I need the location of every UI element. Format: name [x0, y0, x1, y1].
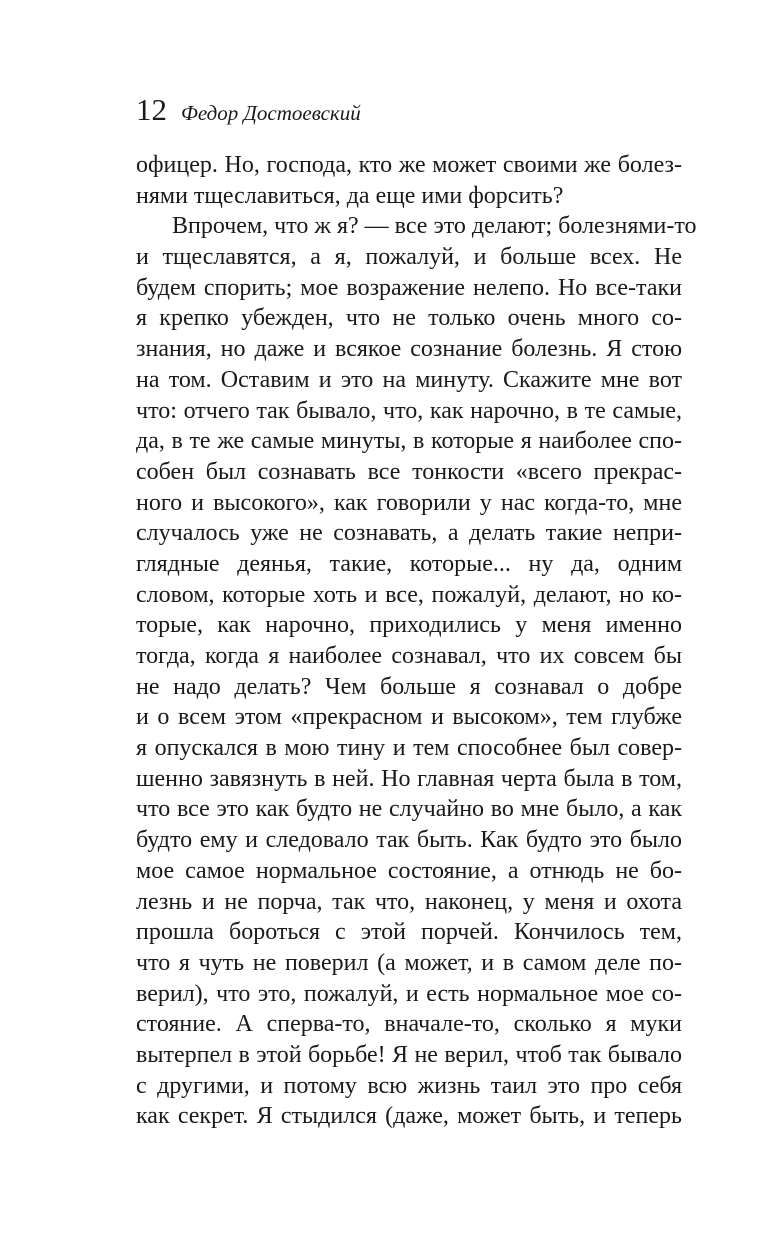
text-line: верил), что это, пожалуй, и есть нормальное мое со- [136, 980, 682, 1007]
text-line: собен был сознавать все тонкости «всего прекрас- [136, 458, 682, 485]
text-line: с другими, и потому всю жизнь таил это про себя [136, 1072, 682, 1099]
text-line: и о всем этом «прекрасном и высоком», тем глубже [136, 704, 682, 731]
text-line: нями тщеславиться, да еще ими форсить? [136, 182, 564, 209]
text-line: что я чуть не поверил (а может, и в самом деле по- [136, 949, 682, 976]
running-head-author: Федор Достоевский [181, 101, 361, 125]
text-line: глядные деянья, такие, которые... ну да, одним [136, 550, 682, 577]
text-line: будто ему и следовало так быть. Как будто это было [136, 827, 682, 854]
text-line: я крепко убежден, что не только очень много со- [136, 305, 682, 332]
text-line: что все это как будто не случайно во мне было, а как [136, 796, 682, 823]
body-text [136, 150, 697, 1132]
text-line: мое самое нормальное состояние, а отнюдь не бо- [136, 857, 682, 884]
text-line: офицер. Но, господа, кто же может своими же болез- [136, 152, 682, 178]
text-line: торые, как нарочно, приходились у меня именно [136, 612, 682, 639]
text-line: прошла бороться с этой порчей. Кончилось тем, [136, 919, 682, 946]
text-line: будем спорить; мое возражение нелепо. Но все-таки [136, 274, 682, 301]
page-header [136, 92, 361, 136]
text-line: я опускался в мою тину и тем способнее был совер- [136, 735, 682, 762]
text-line: на том. Оставим и это на минуту. Скажите мне вот [136, 366, 682, 393]
text-line: ного и высокого», как говорили у нас когда-то, мне [136, 489, 682, 516]
text-line: да, в те же самые минуты, в которые я наиболее спо- [136, 428, 682, 455]
text-line: что: отчего так бывало, что, как нарочно, в те самые, [136, 397, 682, 424]
text-line: вытерпел в этой борьбе! Я не верил, чтоб так бывало [136, 1041, 682, 1068]
text-line: Впрочем, что ж я? — все это делают; болезнями-то [172, 213, 697, 240]
text-line: словом, которые хоть и все, пожалуй, делают, но ко- [136, 581, 682, 608]
text-line: стояние. А сперва-то, вначале-то, сколько я муки [136, 1011, 682, 1038]
text-line: случалось уже не сознавать, а делать такие непри- [136, 520, 682, 547]
page-number: 12 [136, 92, 167, 127]
text-line: знания, но даже и всякое сознание болезнь. Я стою [136, 336, 682, 363]
text-line: и тщеславятся, а я, пожалуй, и больше всех. Не [136, 244, 682, 271]
text-line: как секрет. Я стыдился (даже, может быть, и теперь [136, 1103, 682, 1130]
text-line: не надо делать? Чем больше я сознавал о добре [136, 673, 682, 700]
text-line: лезнь и не порча, так что, наконец, у меня и охота [136, 888, 682, 915]
text-line: тогда, когда я наиболее сознавал, что их совсем бы [136, 643, 682, 669]
text-line: шенно завязнуть в ней. Но главная черта была в том, [136, 765, 682, 792]
